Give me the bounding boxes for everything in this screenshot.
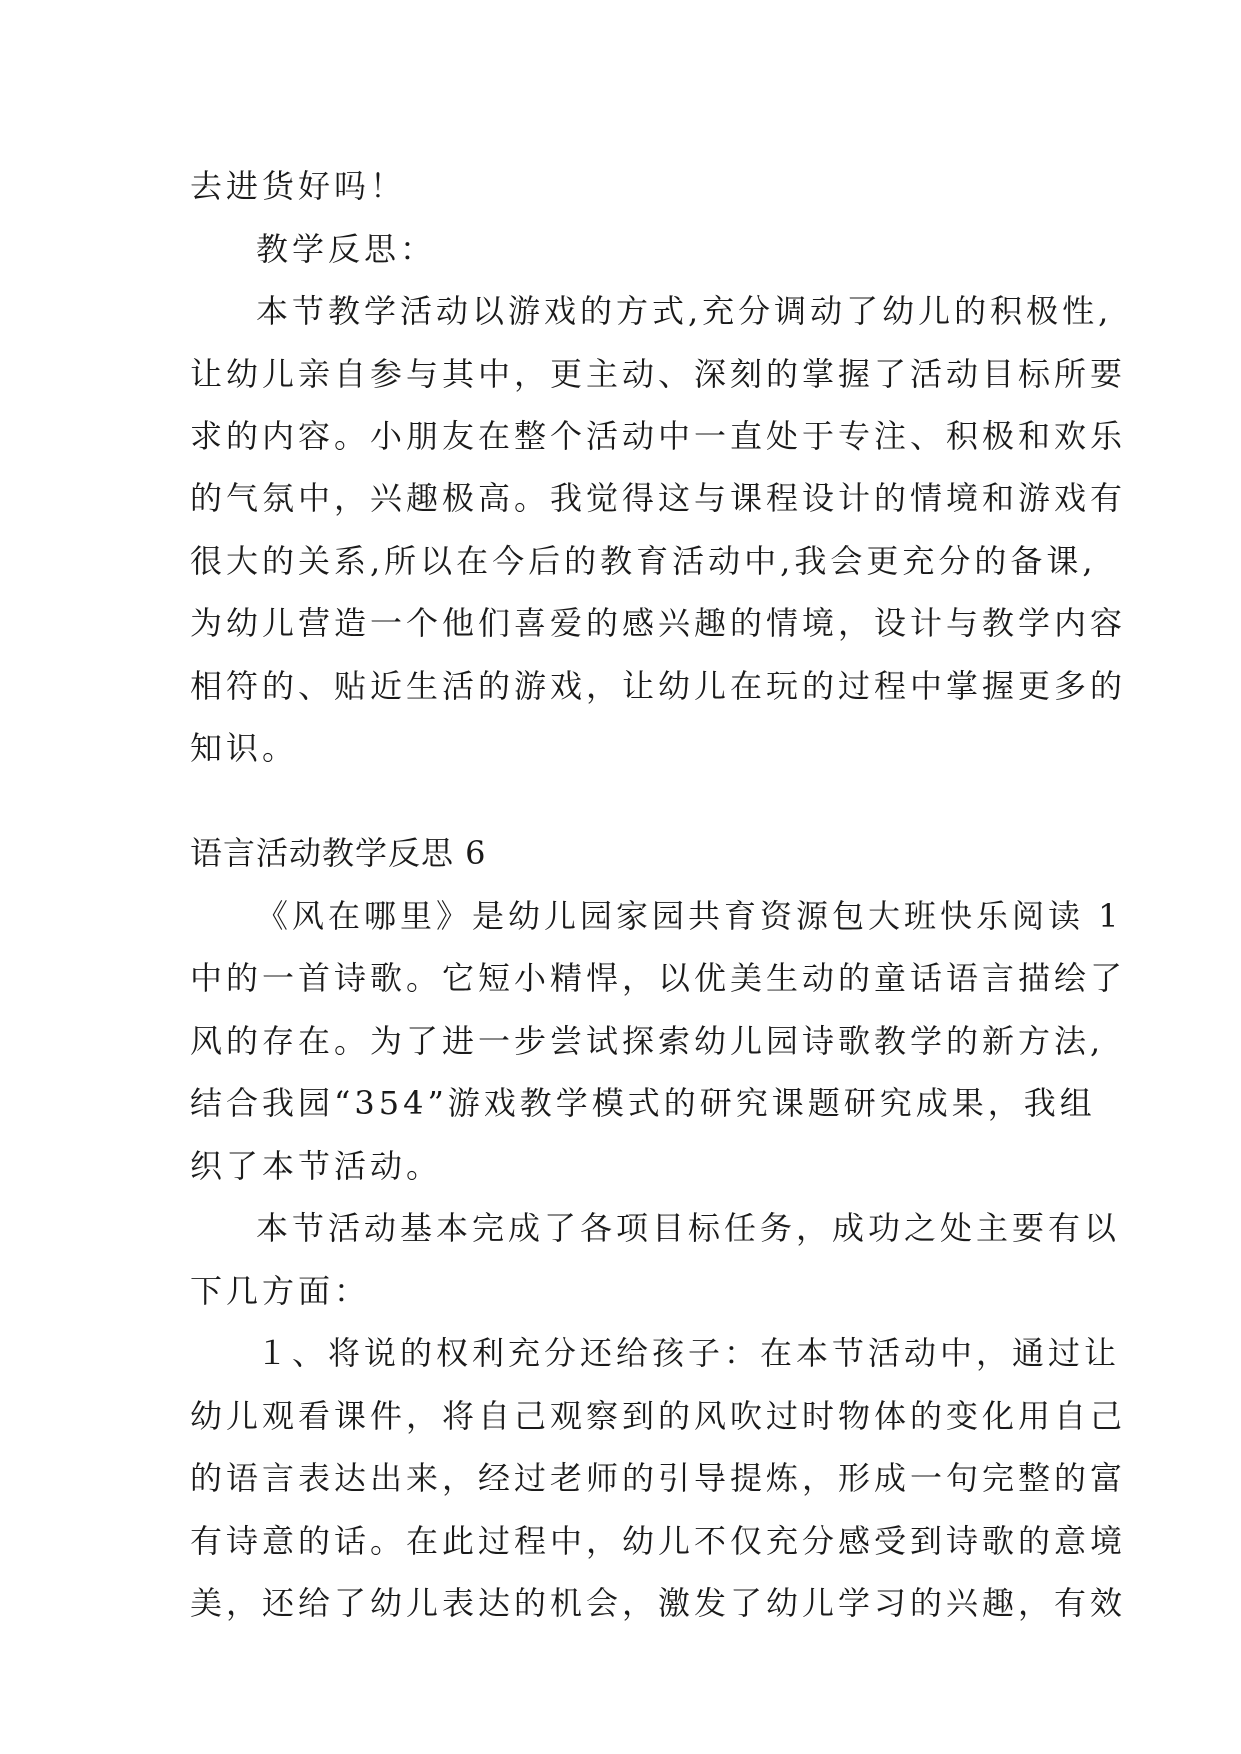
text-line: 知识。 [190, 729, 299, 767]
text-line: 的语言表达出来，经过老师的引导提炼，形成一句完整的富 [190, 1459, 1127, 1497]
text-line: 结合我园“354”游戏教学模式的研究课题研究成果，我组 [190, 1084, 1096, 1122]
text-line: 织了本节活动。 [190, 1147, 443, 1185]
text-line: 中的一首诗歌。它短小精悍，以优美生动的童话语言描绘了 [190, 959, 1127, 997]
text-line: 去进货好吗！ [190, 167, 407, 205]
text-line: 相符的、贴近生活的游戏，让幼儿在玩的过程中掌握更多的 [190, 667, 1127, 705]
text-line: 幼儿观看课件，将自己观察到的风吹过时物体的变化用自己 [190, 1397, 1127, 1435]
text-line: 《风在哪里》是幼儿园家园共育资源包大班快乐阅读 1 [256, 897, 1123, 935]
text-line: 本节活动基本完成了各项目标任务，成功之处主要有以 [256, 1209, 1121, 1247]
text-line: 有诗意的话。在此过程中，幼儿不仅充分感受到诗歌的意境 [190, 1522, 1127, 1560]
text-line: 求的内容。小朋友在整个活动中一直处于专注、积极和欢乐 [190, 417, 1127, 455]
text-line: 美，还给了幼儿表达的机会，激发了幼儿学习的兴趣，有效 [190, 1584, 1127, 1622]
text-line: 很大的关系,所以在今后的教育活动中,我会更充分的备课, [190, 542, 1097, 580]
text-line: 为幼儿营造一个他们喜爱的感兴趣的情境，设计与教学内容 [190, 604, 1127, 642]
list-item-1: １、将说的权利充分还给孩子：在本节活动中，通过让 [256, 1334, 1121, 1372]
text-line: 本节教学活动以游戏的方式,充分调动了幼儿的积极性, [256, 292, 1113, 330]
section-title: 语言活动教学反思 6 [190, 834, 487, 872]
text-line: 风的存在。为了进一步尝试探索幼儿园诗歌教学的新方法, [190, 1022, 1105, 1060]
text-line: 让幼儿亲自参与其中，更主动、深刻的掌握了活动目标所要 [190, 355, 1127, 393]
text-line: 的气氛中，兴趣极高。我觉得这与课程设计的情境和游戏有 [190, 479, 1127, 517]
text-line: 下几方面： [190, 1272, 371, 1310]
section-heading-reflection: 教学反思： [256, 230, 437, 268]
